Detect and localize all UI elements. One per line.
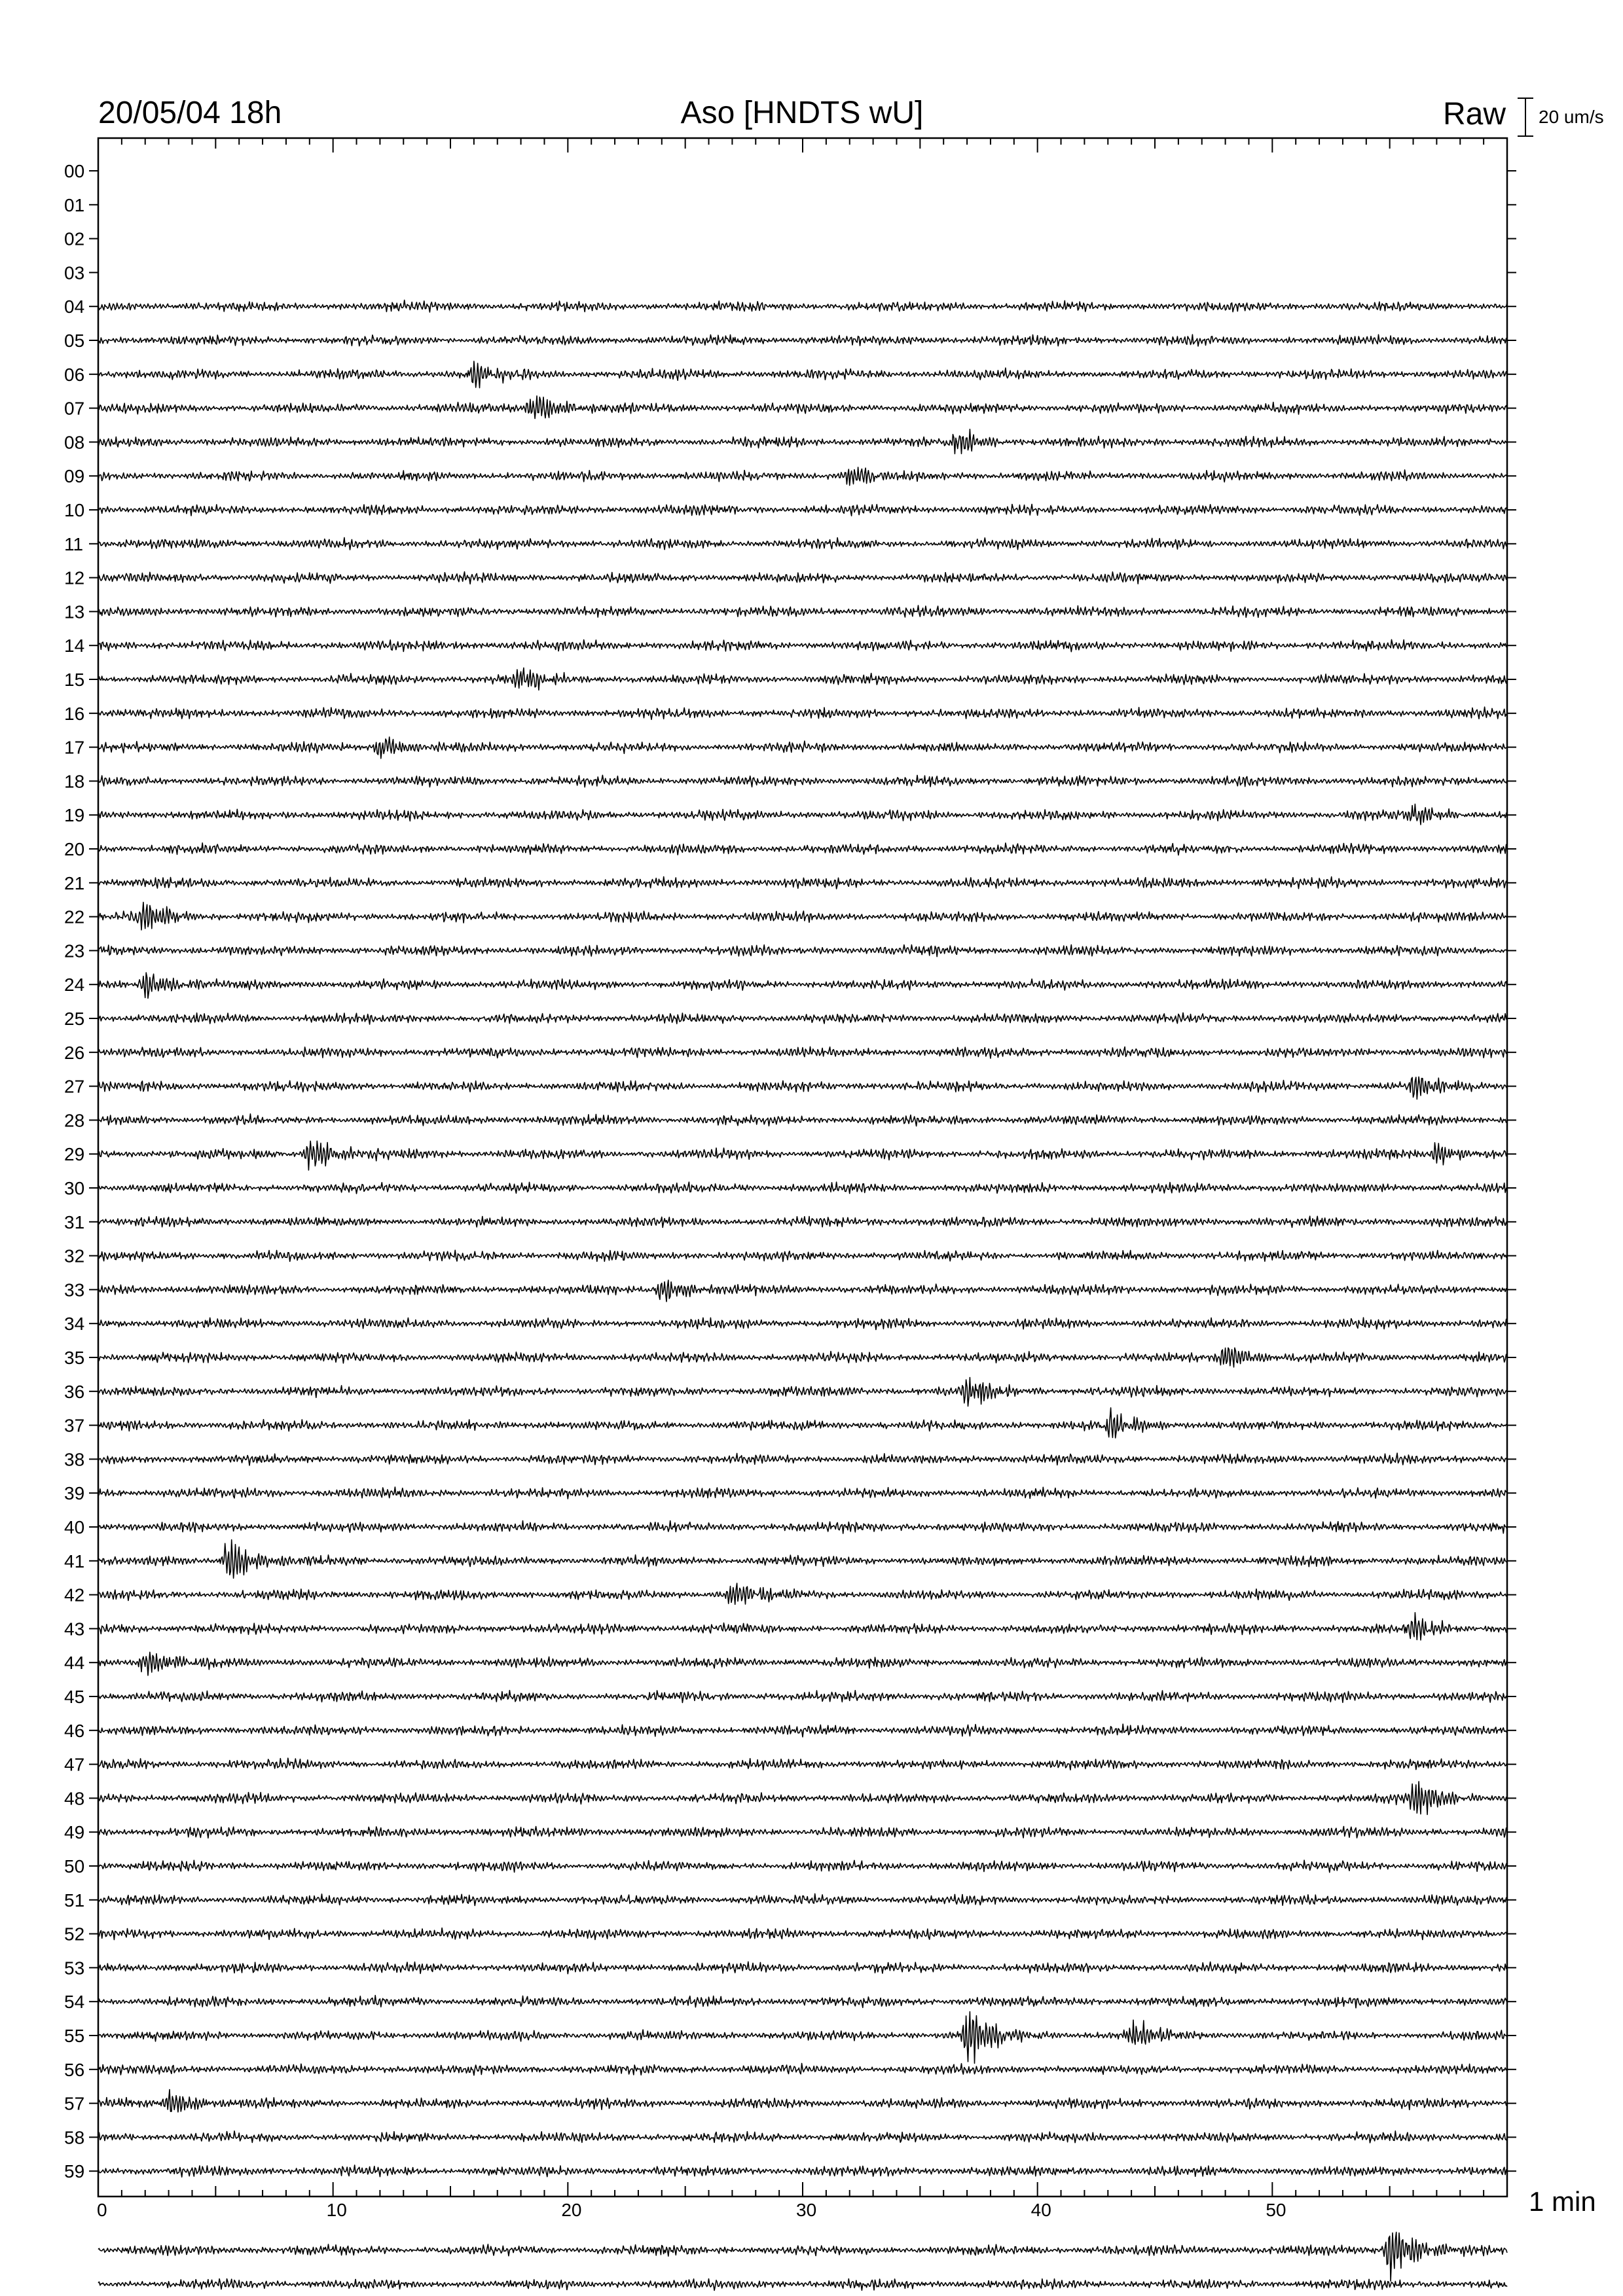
mode-label: Raw bbox=[1442, 97, 1506, 132]
trace-row-19 bbox=[98, 804, 1507, 825]
trace-row-12 bbox=[98, 572, 1507, 584]
trace-row-43 bbox=[98, 1613, 1507, 1640]
row-label: 56 bbox=[64, 2059, 85, 2080]
row-label: 49 bbox=[64, 1822, 85, 1843]
trace-row-39 bbox=[98, 1487, 1507, 1499]
row-label: 23 bbox=[64, 941, 85, 961]
trace-row-37 bbox=[98, 1408, 1507, 1438]
row-label: 54 bbox=[64, 1992, 85, 2013]
trace-row-26 bbox=[98, 1047, 1507, 1058]
x-tick-label: 40 bbox=[1030, 2200, 1051, 2220]
trace-row-33 bbox=[98, 1280, 1507, 1302]
row-label: 07 bbox=[64, 398, 85, 419]
row-label: 37 bbox=[64, 1415, 85, 1436]
bottom-axis-ticks bbox=[97, 2182, 1507, 2220]
row-label: 46 bbox=[64, 1720, 85, 1741]
row-label: 14 bbox=[64, 636, 85, 656]
trace-row-21 bbox=[98, 877, 1507, 889]
row-label: 29 bbox=[64, 1144, 85, 1165]
trace-row-17 bbox=[98, 737, 1507, 759]
x-tick-label: 0 bbox=[97, 2200, 107, 2220]
row-label: 15 bbox=[64, 670, 85, 690]
row-label: 13 bbox=[64, 601, 85, 622]
trace-row-10 bbox=[98, 504, 1507, 516]
x-axis-label: 1 min bbox=[1529, 2186, 1596, 2217]
trace-row-41 bbox=[98, 1540, 1507, 1579]
seismic-traces bbox=[98, 300, 1507, 2178]
row-label: 21 bbox=[64, 872, 85, 893]
amplitude-scale-label: 20 um/s bbox=[1539, 107, 1604, 127]
trace-row-47 bbox=[98, 1758, 1507, 1770]
row-label: 12 bbox=[64, 567, 85, 588]
row-label: 45 bbox=[64, 1687, 85, 1707]
right-row-ticks bbox=[1507, 171, 1516, 2171]
trace-row-36 bbox=[98, 1378, 1507, 1407]
trace-row-15 bbox=[98, 668, 1507, 690]
row-label: 50 bbox=[64, 1856, 85, 1876]
trace-row-45 bbox=[98, 1691, 1507, 1703]
trace-row-59 bbox=[98, 2165, 1507, 2177]
plot-frame bbox=[98, 138, 1507, 2197]
next-hour-trace bbox=[98, 2279, 1507, 2291]
trace-row-46 bbox=[98, 1724, 1507, 1737]
trace-row-31 bbox=[98, 1216, 1507, 1227]
row-label: 57 bbox=[64, 2093, 85, 2114]
row-label: 19 bbox=[64, 805, 85, 826]
trace-row-54 bbox=[98, 1996, 1507, 2008]
station-title: Aso [HNDTS wU] bbox=[680, 96, 924, 130]
row-label: 38 bbox=[64, 1449, 85, 1470]
row-label: 02 bbox=[64, 228, 85, 249]
row-label: 03 bbox=[64, 262, 85, 283]
row-label: 33 bbox=[64, 1280, 85, 1300]
row-label: 47 bbox=[64, 1754, 85, 1775]
row-label: 39 bbox=[64, 1483, 85, 1504]
trace-row-42 bbox=[98, 1583, 1507, 1604]
trace-row-44 bbox=[98, 1652, 1507, 1676]
trace-row-22 bbox=[98, 903, 1507, 930]
trace-row-38 bbox=[98, 1453, 1507, 1465]
row-label: 40 bbox=[64, 1517, 85, 1537]
row-label: 00 bbox=[64, 161, 85, 181]
trace-row-51 bbox=[98, 1893, 1507, 1905]
row-label: 53 bbox=[64, 1958, 85, 1979]
row-label: 09 bbox=[64, 466, 85, 487]
row-label: 16 bbox=[64, 703, 85, 724]
trace-row-56 bbox=[98, 2064, 1507, 2075]
date-hour-title: 20/05/04 18h bbox=[98, 96, 282, 130]
trace-row-05 bbox=[98, 334, 1507, 346]
trace-row-52 bbox=[98, 1928, 1507, 1940]
row-label: 04 bbox=[64, 296, 85, 317]
row-label: 32 bbox=[64, 1246, 85, 1266]
row-label: 26 bbox=[64, 1042, 85, 1063]
row-label: 34 bbox=[64, 1314, 85, 1335]
row-label: 36 bbox=[64, 1381, 85, 1402]
trace-row-28 bbox=[98, 1114, 1507, 1126]
trace-row-27 bbox=[98, 1077, 1507, 1099]
row-label: 01 bbox=[64, 194, 85, 215]
trace-row-23 bbox=[98, 945, 1507, 957]
row-label: 18 bbox=[64, 771, 85, 792]
trace-row-18 bbox=[98, 775, 1507, 787]
row-label: 52 bbox=[64, 1924, 85, 1945]
row-label: 08 bbox=[64, 432, 85, 453]
trace-row-13 bbox=[98, 605, 1507, 617]
row-label: 11 bbox=[64, 533, 84, 554]
row-label: 44 bbox=[64, 1653, 85, 1674]
trace-row-04 bbox=[98, 300, 1507, 312]
trace-row-32 bbox=[98, 1250, 1507, 1261]
row-labels bbox=[64, 161, 98, 2181]
trace-row-14 bbox=[98, 639, 1507, 651]
row-label: 59 bbox=[64, 2161, 85, 2182]
row-label: 43 bbox=[64, 1619, 85, 1640]
x-tick-label: 10 bbox=[326, 2200, 347, 2220]
row-label: 35 bbox=[64, 1348, 85, 1368]
trace-row-08 bbox=[98, 429, 1507, 454]
row-label: 28 bbox=[64, 1110, 85, 1131]
row-label: 25 bbox=[64, 1009, 85, 1029]
trace-row-53 bbox=[98, 1962, 1507, 1973]
row-label: 51 bbox=[64, 1890, 85, 1910]
trace-row-30 bbox=[98, 1182, 1507, 1194]
row-label: 20 bbox=[64, 839, 85, 859]
trace-row-58 bbox=[98, 2131, 1507, 2143]
row-label: 27 bbox=[64, 1076, 85, 1097]
row-label: 24 bbox=[64, 975, 85, 996]
trace-row-20 bbox=[98, 843, 1507, 855]
row-label: 17 bbox=[64, 737, 85, 758]
trace-row-16 bbox=[98, 707, 1507, 719]
next-hour-traces bbox=[98, 2233, 1507, 2296]
row-label: 22 bbox=[64, 906, 85, 927]
trace-row-09 bbox=[98, 467, 1507, 486]
trace-row-34 bbox=[98, 1318, 1507, 1329]
row-label: 41 bbox=[64, 1551, 85, 1571]
x-tick-label: 50 bbox=[1266, 2200, 1286, 2220]
row-label: 30 bbox=[64, 1178, 85, 1198]
trace-row-06 bbox=[98, 361, 1507, 388]
row-label: 05 bbox=[64, 331, 85, 351]
row-label: 31 bbox=[64, 1211, 85, 1232]
next-hour-trace bbox=[98, 2233, 1507, 2282]
trace-row-55 bbox=[98, 2012, 1507, 2064]
trace-row-49 bbox=[98, 1827, 1507, 1839]
trace-row-24 bbox=[98, 973, 1507, 998]
trace-row-07 bbox=[98, 396, 1507, 419]
x-tick-label: 30 bbox=[796, 2200, 817, 2220]
top-axis-ticks bbox=[98, 138, 1507, 152]
row-label: 55 bbox=[64, 2026, 85, 2046]
trace-row-57 bbox=[98, 2090, 1507, 2112]
trace-row-48 bbox=[98, 1782, 1507, 1815]
row-label: 42 bbox=[64, 1585, 85, 1605]
row-label: 10 bbox=[64, 500, 85, 520]
row-label: 48 bbox=[64, 1788, 85, 1809]
row-label: 06 bbox=[64, 364, 85, 385]
trace-row-29 bbox=[98, 1141, 1507, 1170]
row-label: 58 bbox=[64, 2127, 85, 2148]
trace-row-25 bbox=[98, 1013, 1507, 1024]
trace-row-50 bbox=[98, 1860, 1507, 1873]
trace-row-35 bbox=[98, 1348, 1507, 1367]
trace-row-11 bbox=[98, 537, 1507, 550]
trace-row-40 bbox=[98, 1521, 1507, 1534]
amplitude-scale-bar bbox=[1518, 98, 1533, 136]
x-tick-label: 20 bbox=[561, 2200, 582, 2220]
